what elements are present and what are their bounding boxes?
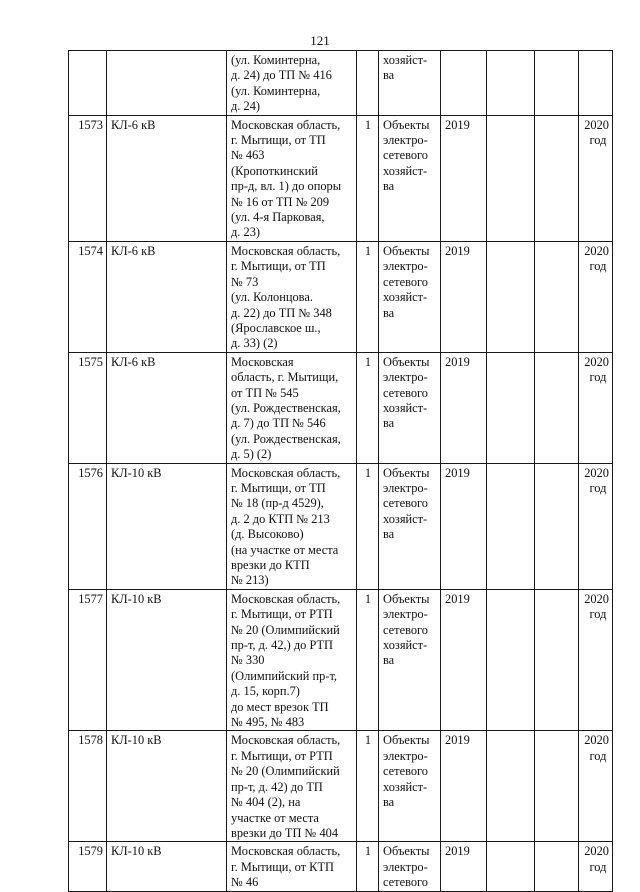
address-line: д. 33) (2) [231, 336, 278, 351]
row-number-cell: 1579 [69, 842, 107, 891]
end-year-cell [579, 51, 613, 116]
address-line: № 20 (Олимпийский [231, 622, 340, 637]
address-line: (Кропоткинский [231, 163, 318, 178]
end-year-value: 2020 [584, 243, 609, 258]
empty-cell [535, 842, 579, 891]
address-line: (ул. Коминтерна, [231, 83, 321, 98]
empty-cell [535, 115, 579, 241]
end-year-value: 2020 [584, 733, 609, 748]
table-row [69, 352, 613, 463]
object-type-line: ва [383, 305, 395, 320]
empty-cell [535, 352, 579, 463]
address-line: Московская область, [231, 465, 341, 480]
object-type-line: сетевого [383, 875, 428, 890]
address-line: д. 22) до ТП № 348 [231, 305, 332, 320]
object-type-line: Объекты [383, 243, 430, 258]
address-line: пр-д, вл. 1) до опоры [231, 179, 342, 194]
object-type-line: хозяйст- [383, 163, 428, 178]
address-line: (Олимпийский пр-т, [231, 668, 338, 683]
object-name-cell: КЛ-6 кВ [107, 241, 227, 352]
empty-cell [535, 731, 579, 842]
row-number-cell: 1574 [69, 241, 107, 352]
address-line: д. 23) [231, 225, 261, 240]
start-year-cell: 2019 [441, 352, 487, 463]
address-line: (ул. Рождественская, [231, 400, 341, 415]
object-type-line: хозяйст- [383, 53, 428, 67]
start-year-cell: 2019 [441, 842, 487, 891]
address-cell [227, 589, 357, 731]
address-line: № 18 (пр-д 4529), [231, 496, 324, 511]
end-year-cell [579, 115, 613, 241]
object-type-cell [379, 842, 441, 891]
object-type-cell [379, 731, 441, 842]
count-cell: 1 [357, 842, 379, 891]
object-type-line: ва [383, 68, 395, 83]
object-type-line: электро- [383, 370, 428, 385]
address-line: г. Мытищи, от ТП [231, 259, 326, 274]
table-row [69, 463, 613, 589]
address-line: (Ярославское ш., [231, 320, 321, 335]
empty-cell [487, 842, 535, 891]
empty-cell [487, 731, 535, 842]
address-line: Московская область, [231, 844, 341, 859]
row-number-cell: 1577 [69, 589, 107, 731]
table-row [69, 842, 613, 891]
object-name-cell: КЛ-10 кВ [107, 589, 227, 731]
table-row [69, 241, 613, 352]
count-cell: 1 [357, 589, 379, 731]
object-type-cell [379, 241, 441, 352]
row-number-cell: 1576 [69, 463, 107, 589]
address-line: д. 5) (2) [231, 447, 272, 462]
empty-cell [487, 352, 535, 463]
end-year-cell [579, 241, 613, 352]
address-line: г. Мытищи, от КТП [231, 859, 334, 874]
count-cell: 1 [357, 463, 379, 589]
object-type-line: электро- [383, 259, 428, 274]
object-type-cell [379, 589, 441, 731]
object-type-line: Объекты [383, 733, 430, 748]
end-year-cell [579, 352, 613, 463]
address-line: (ул. 4-я Парковая, [231, 210, 325, 225]
table-row [69, 115, 613, 241]
table-row [69, 51, 613, 116]
object-type-line: электро- [383, 480, 428, 495]
object-type-line: электро- [383, 607, 428, 622]
address-line: Московская область, [231, 117, 341, 132]
object-type-line: Объекты [383, 465, 430, 480]
address-line: № 46 [231, 875, 259, 890]
object-type-line: электро- [383, 748, 428, 763]
object-type-line: ва [383, 416, 395, 431]
empty-cell [535, 589, 579, 731]
count-cell: 1 [357, 241, 379, 352]
start-year-cell [441, 51, 487, 116]
address-line: пр-т, д. 42) до ТП [231, 779, 323, 794]
object-type-line: ва [383, 527, 395, 542]
end-year-unit: год [589, 748, 607, 763]
address-line: участке от места [231, 810, 319, 825]
end-year-value: 2020 [584, 591, 609, 606]
object-type-line: хозяйст- [383, 511, 428, 526]
end-year-unit: год [589, 259, 607, 274]
object-type-line: сетевого [383, 622, 428, 637]
row-number-cell [69, 51, 107, 116]
end-year-cell [579, 589, 613, 731]
address-line: д. 15, корп.7) [231, 684, 300, 699]
table-row [69, 589, 613, 731]
page-number: 121 [310, 33, 330, 48]
register-table-body [69, 51, 613, 892]
address-line: г. Мытищи, от ТП [231, 133, 326, 148]
empty-cell [487, 589, 535, 731]
address-line: (на участке от места [231, 542, 339, 557]
address-cell [227, 241, 357, 352]
address-line: № 73 [231, 274, 259, 289]
object-name-cell: КЛ-10 кВ [107, 463, 227, 589]
object-type-cell [379, 51, 441, 116]
end-year-unit: год [589, 133, 607, 148]
object-type-line: Объекты [383, 354, 430, 369]
object-name-cell: КЛ-6 кВ [107, 115, 227, 241]
address-line: (д. Высоково) [231, 527, 304, 542]
address-cell [227, 51, 357, 116]
address-cell [227, 352, 357, 463]
empty-cell [487, 241, 535, 352]
address-line: № 16 от ТП № 209 [231, 194, 330, 209]
start-year-cell: 2019 [441, 241, 487, 352]
address-line: врезки до КТП [231, 558, 310, 572]
address-line: № 404 (2), на [231, 795, 301, 810]
address-line: от ТП № 545 [231, 385, 299, 400]
count-cell: 1 [357, 115, 379, 241]
object-name-cell [107, 51, 227, 116]
register-table [68, 50, 613, 892]
start-year-cell: 2019 [441, 115, 487, 241]
address-line: г. Мытищи, от РТП [231, 748, 333, 763]
address-line: (ул. Рождественская, [231, 431, 341, 446]
count-cell [357, 51, 379, 116]
address-line: № 20 (Олимпийский [231, 764, 340, 779]
row-number-cell: 1578 [69, 731, 107, 842]
address-line: Московская область, [231, 733, 341, 748]
start-year-cell: 2019 [441, 463, 487, 589]
end-year-unit: год [589, 859, 607, 874]
end-year-value: 2020 [584, 844, 609, 859]
address-line: д. 2 до КТП № 213 [231, 511, 330, 526]
object-type-line: хозяйст- [383, 638, 428, 653]
object-name-cell: КЛ-10 кВ [107, 731, 227, 842]
object-type-line: хозяйст- [383, 290, 428, 305]
address-line: Московская область, [231, 243, 341, 258]
end-year-value: 2020 [584, 465, 609, 480]
end-year-unit: год [589, 607, 607, 622]
object-type-line: ва [383, 795, 395, 810]
end-year-cell [579, 731, 613, 842]
address-line: № 495, № 483 [231, 715, 305, 730]
object-type-line: Объекты [383, 844, 430, 859]
address-line: врезки до ТП № 404 [231, 825, 339, 840]
object-type-line: хозяйст- [383, 400, 428, 415]
address-line: пр-т, д. 42,) до РТП [231, 638, 333, 653]
empty-cell [487, 115, 535, 241]
object-name-cell: КЛ-10 кВ [107, 842, 227, 891]
object-type-line: Объекты [383, 591, 430, 606]
end-year-unit: год [589, 370, 607, 385]
address-line: (ул. Коминтерна, [231, 53, 321, 67]
table-row [69, 731, 613, 842]
object-type-line: ва [383, 179, 395, 194]
count-cell: 1 [357, 352, 379, 463]
count-cell: 1 [357, 731, 379, 842]
object-type-cell [379, 115, 441, 241]
address-line: г. Мытищи, от ТП [231, 480, 326, 495]
address-cell [227, 731, 357, 842]
row-number-cell: 1575 [69, 352, 107, 463]
address-line: № 463 [231, 148, 265, 163]
object-type-cell [379, 352, 441, 463]
address-cell [227, 115, 357, 241]
empty-cell [535, 51, 579, 116]
object-type-line: сетевого [383, 148, 428, 163]
object-type-line: электро- [383, 859, 428, 874]
address-line: № 330 [231, 653, 265, 668]
object-type-line: ва [383, 653, 395, 668]
address-cell [227, 463, 357, 589]
address-line: до мест врезок ТП [231, 699, 329, 714]
end-year-value: 2020 [584, 117, 609, 132]
object-type-cell [379, 463, 441, 589]
end-year-value: 2020 [584, 354, 609, 369]
row-number-cell: 1573 [69, 115, 107, 241]
start-year-cell: 2019 [441, 731, 487, 842]
object-type-line: сетевого [383, 496, 428, 511]
address-line: (ул. Колонцова. [231, 290, 313, 305]
address-line: область, г. Мытищи, [231, 370, 339, 385]
address-line: г. Мытищи, от РТП [231, 607, 333, 622]
end-year-cell [579, 842, 613, 891]
object-type-line: хозяйст- [383, 779, 428, 794]
object-type-line: Объекты [383, 117, 430, 132]
object-type-line: электро- [383, 133, 428, 148]
address-line: Московская [231, 354, 294, 369]
address-line: д. 7) до ТП № 546 [231, 416, 326, 431]
object-type-line: сетевого [383, 385, 428, 400]
start-year-cell: 2019 [441, 589, 487, 731]
empty-cell [487, 463, 535, 589]
empty-cell [535, 463, 579, 589]
end-year-unit: год [589, 480, 607, 495]
object-type-line: сетевого [383, 274, 428, 289]
end-year-cell [579, 463, 613, 589]
address-line: д. 24) [231, 99, 261, 114]
empty-cell [535, 241, 579, 352]
address-line: д. 24) до ТП № 416 [231, 68, 332, 83]
object-name-cell: КЛ-6 кВ [107, 352, 227, 463]
address-line: № 213) [231, 573, 269, 588]
object-type-line: сетевого [383, 764, 428, 779]
address-line: Московская область, [231, 591, 341, 606]
empty-cell [487, 51, 535, 116]
address-cell [227, 842, 357, 891]
